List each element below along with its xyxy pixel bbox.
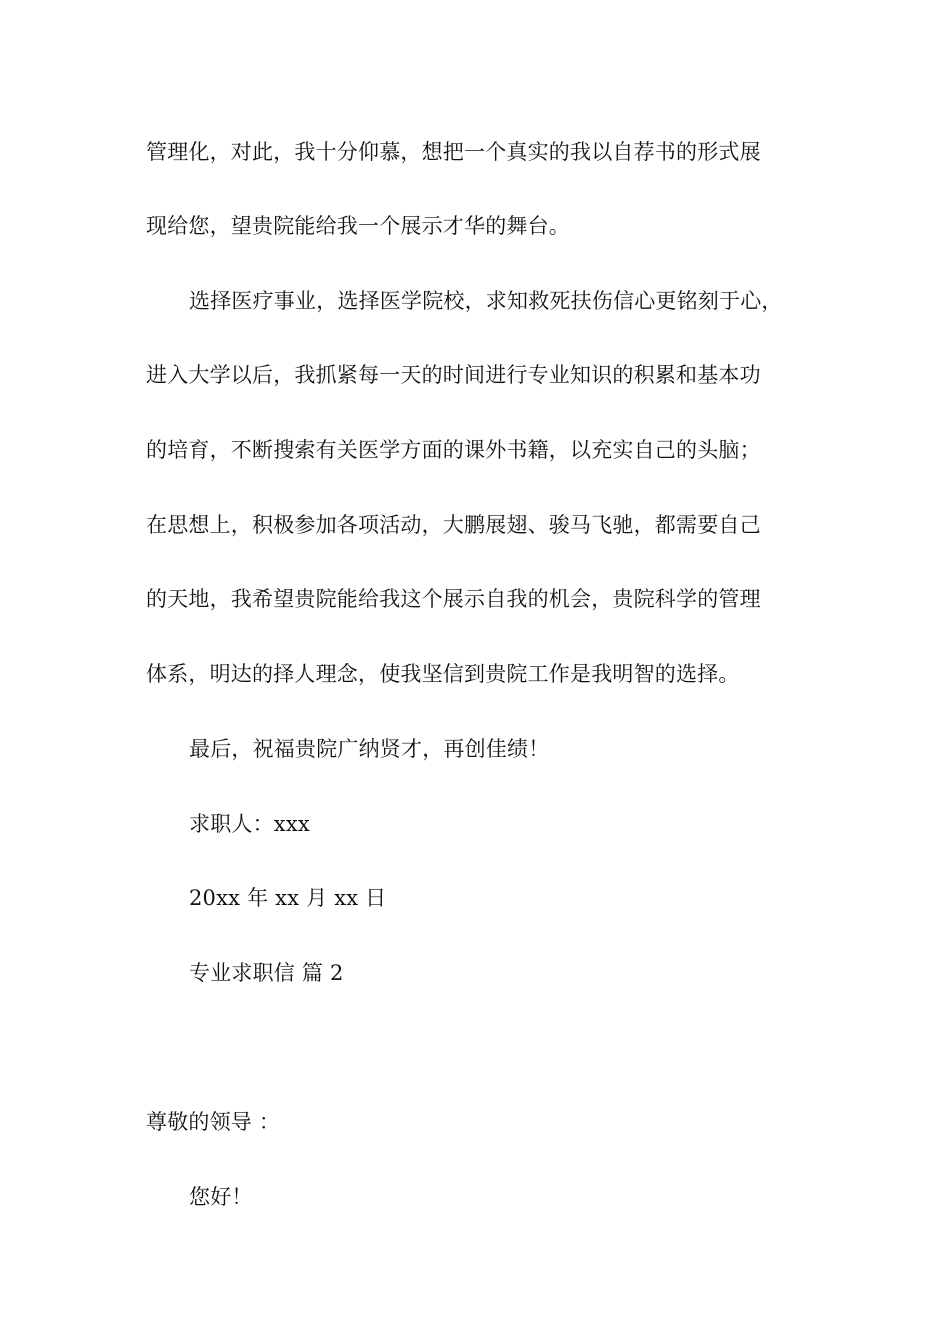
paragraph-line: 选择医疗事业，选择医学院校，求知救死扶伤信心更铭刻于心，	[189, 289, 783, 313]
closing-wish: 最后，祝福贵院广纳贤才，再创佳绩！	[189, 737, 550, 761]
salutation: 尊敬的领导 ：	[146, 1110, 281, 1134]
paragraph-line: 的培育，不断搜索有关医学方面的课外书籍，以充实自己的头脑；	[146, 438, 761, 462]
paragraph-line: 体系，明达的择人理念，使我坚信到贵院工作是我明智的选择。	[146, 662, 740, 686]
greeting: 您好！	[189, 1185, 253, 1209]
paragraph-line: 的天地，我希望贵院能给我这个展示自我的机会，贵院科学的管理	[146, 587, 761, 611]
letter-date: 20xx 年 xx 月 xx 日	[189, 886, 387, 910]
paragraph-line: 进入大学以后，我抓紧每一天的时间进行专业知识的积累和基本功	[146, 363, 761, 387]
paragraph-line: 管理化，对此，我十分仰慕，想把一个真实的我以自荐书的形式展	[146, 140, 761, 164]
section-heading: 专业求职信 篇 2	[189, 961, 344, 985]
applicant-signature: 求职人：xxx	[189, 812, 310, 836]
paragraph-line: 在思想上，积极参加各项活动，大鹏展翅、骏马飞驰，都需要自己	[146, 513, 761, 537]
paragraph-line: 现给您，望贵院能给我一个展示才华的舞台。	[146, 214, 570, 238]
